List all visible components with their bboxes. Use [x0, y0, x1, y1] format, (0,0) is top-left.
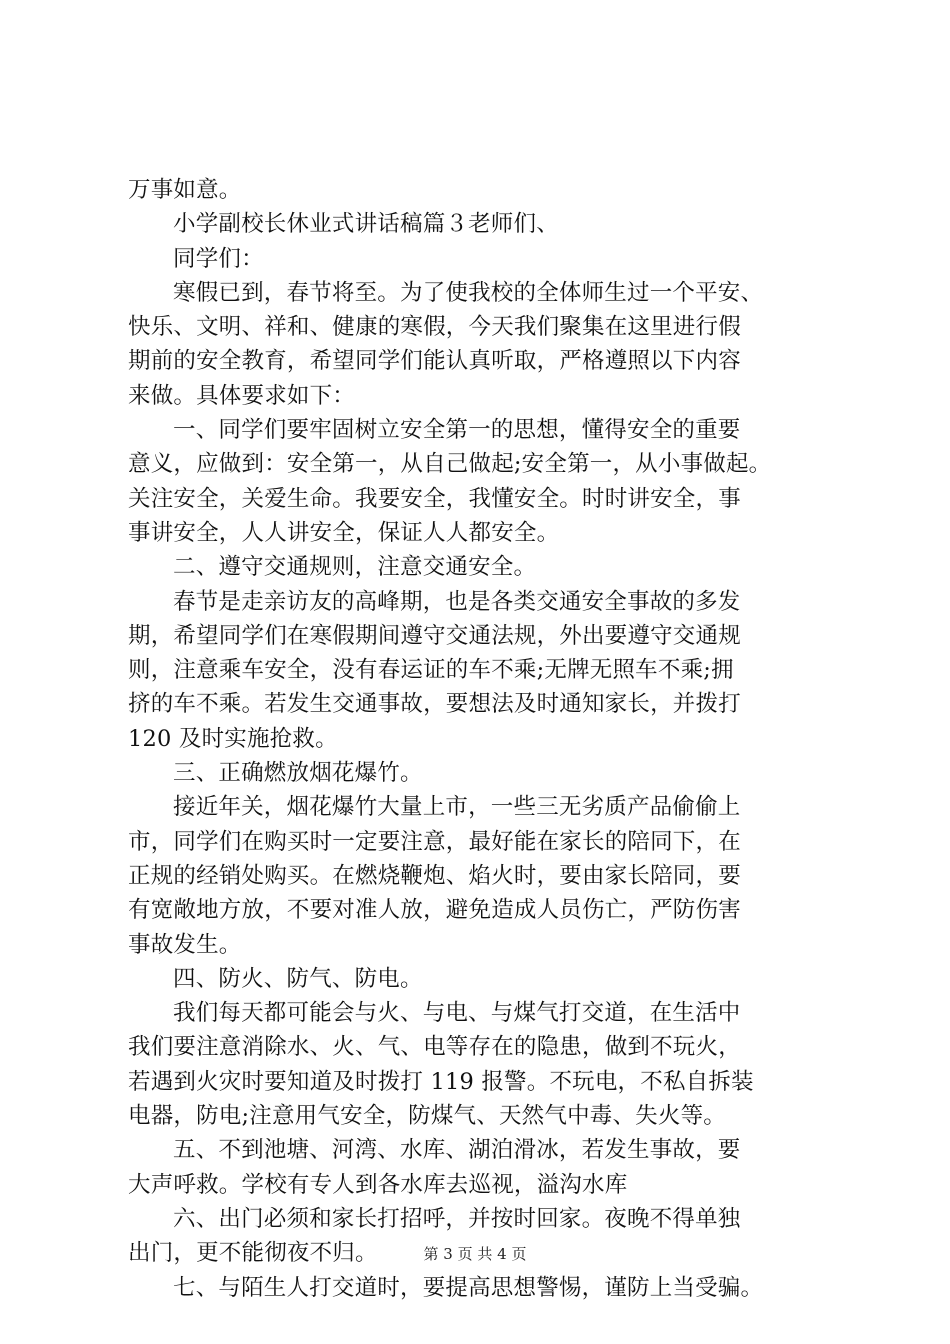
text-line: 快乐、文明、祥和、健康的寒假，今天我们聚集在这里进行假: [128, 314, 741, 341]
text-line: 四、防火、防气、防电。: [173, 965, 423, 992]
text-line: 正规的经销处购买。在燃烧鞭炮、焰火时，要由家长陪同，要: [128, 862, 741, 889]
text-line: 我们要注意消除水、火、气、电等存在的隐患，做到不玩火，: [128, 1034, 741, 1061]
text-line: 同学们：: [173, 245, 264, 272]
text-line: 七、与陌生人打交道时，要提高思想警惕，谨防上当受骗。: [173, 1274, 764, 1301]
text-line: 万事如意。: [128, 177, 242, 203]
page-number-label: 第 3 页 共 4 页: [423, 1245, 527, 1263]
text-line: 关注安全，关爱生命。我要安全，我懂安全。时时讲安全，事: [128, 485, 741, 512]
text-line: 我们每天都可能会与火、与电、与煤气打交道，在生活中: [173, 1000, 741, 1027]
page-footer: [0, 1243, 950, 1264]
text-line: 期，希望同学们在寒假期间遵守交通法规，外出要遵守交通规: [128, 622, 741, 649]
text-line: 小学副校长休业式讲话稿篇３老师们、: [173, 211, 559, 238]
text-line: 三、正确燃放烟花爆竹。: [173, 760, 423, 787]
text-line: 寒假已到，春节将至。为了使我校的全体师生过一个平安、: [173, 279, 764, 306]
text-line: 六、出门必须和家长打招呼，并按时回家。夜晚不得单独: [173, 1205, 741, 1232]
text-line: 挤的车不乘。若发生交通事故，要想法及时通知家长，并拨打: [128, 691, 741, 718]
text-line: 来做。具体要求如下：: [128, 382, 356, 409]
text-line: 一、同学们要牢固树立安全第一的思想，懂得安全的重要: [173, 417, 741, 444]
text-line: 有宽敞地方放，不要对准人放，避免造成人员伤亡，严防伤害: [128, 897, 741, 924]
text-line: 大声呼救。学校有专人到各水库去巡视，溢沟水库: [128, 1171, 628, 1198]
text-line: 意义，应做到：安全第一，从自己做起;安全第一，从小事做起。: [128, 451, 772, 478]
text-line: 电器，防电;注意用气安全，防煤气、天然气中毒、失火等。: [128, 1103, 726, 1130]
text-line: 五、不到池塘、河湾、水库、湖泊滑冰，若发生事故，要: [173, 1137, 741, 1164]
document-body: [128, 173, 848, 1305]
text-line: 出门，更不能彻夜不归。: [128, 1240, 378, 1267]
text-line: 事讲安全，人人讲安全，保证人人都安全。: [128, 519, 560, 546]
text-line: 二、遵守交通规则，注意交通安全。: [173, 554, 537, 581]
text-line: 则，注意乘车安全，没有春运证的车不乘;无牌无照车不乘;拥: [128, 657, 734, 684]
text-line: 120 及时实施抢救。: [128, 725, 338, 752]
text-line: 春节是走亲访友的高峰期，也是各类交通安全事故的多发: [173, 588, 741, 615]
text-line: 若遇到火灾时要知道及时拨打 119 报警。不玩电，不私自拆装: [128, 1068, 754, 1095]
text-line: 期前的安全教育，希望同学们能认真听取，严格遵照以下内容: [128, 348, 741, 375]
text-line: 事故发生。: [128, 931, 242, 958]
text-line: 市，同学们在购买时一定要注意，最好能在家长的陪同下，在: [128, 828, 741, 855]
text-line: 接近年关，烟花爆竹大量上市，一些三无劣质产品偷偷上: [173, 794, 741, 821]
